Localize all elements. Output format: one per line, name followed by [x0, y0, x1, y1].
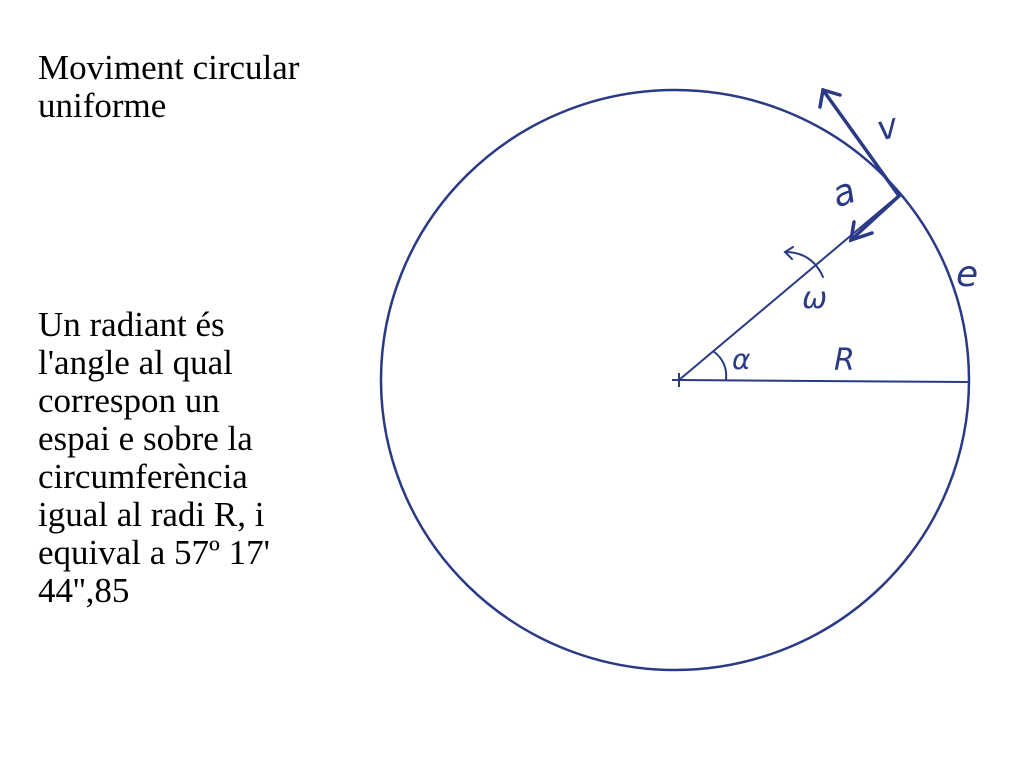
- title-line-1: Moviment circular: [38, 48, 300, 87]
- title-line-2: uniforme: [38, 86, 167, 125]
- arc-length-label: e: [956, 254, 979, 295]
- velocity-label: v: [872, 105, 903, 150]
- slanted-radius-line: [679, 196, 898, 380]
- radius-line: [679, 380, 968, 382]
- definition-line-2: l'angle al qual: [38, 343, 233, 382]
- definition-line-6: igual al radi R, i: [38, 495, 265, 534]
- angular-velocity-arrow: [785, 247, 823, 277]
- angular-velocity-label: ω: [802, 281, 828, 316]
- definition-line-5: circumferència: [38, 457, 248, 496]
- definition-line-7: equival a 57º 17': [38, 533, 270, 572]
- definition-line-3: correspon un: [38, 381, 220, 420]
- definition-line-8: 44'',85: [38, 571, 130, 610]
- definition-line-4: espai e sobre la: [38, 419, 253, 458]
- acceleration-label: a: [826, 170, 862, 217]
- definition-line-1: Un radiant és: [38, 305, 225, 344]
- radius-label: R: [834, 343, 855, 378]
- angle-label: α: [732, 343, 751, 376]
- angle-arc: [713, 351, 726, 380]
